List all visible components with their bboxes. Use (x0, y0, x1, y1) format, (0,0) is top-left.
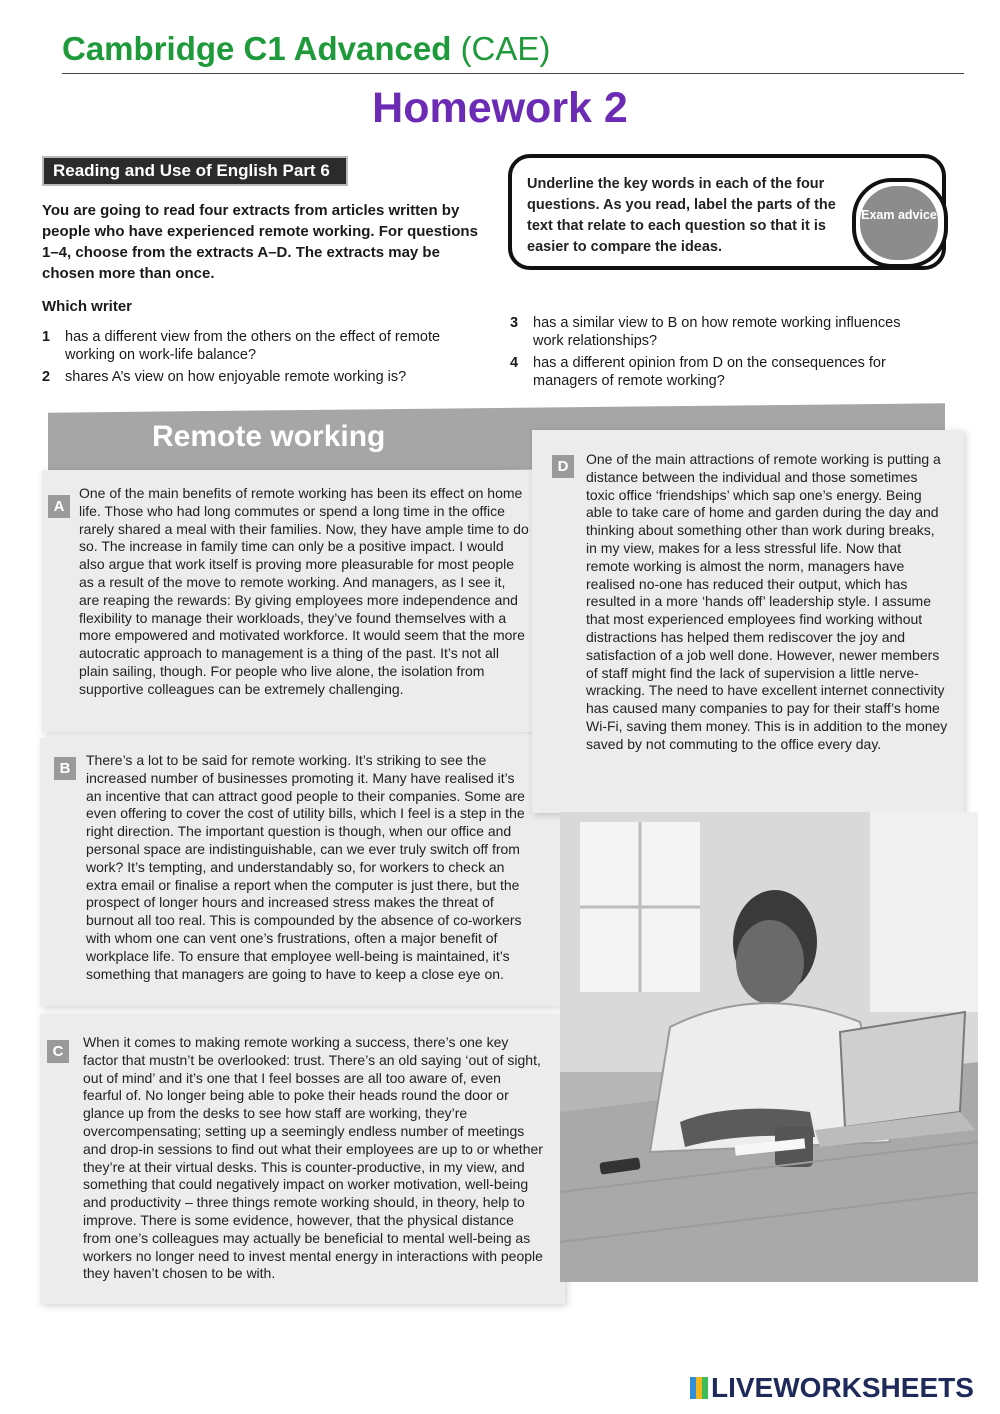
question-1 (42, 328, 462, 364)
question-3 (510, 314, 930, 350)
remote-worker-photo (560, 812, 978, 1282)
exam-advice-badge: Exam advice (860, 186, 938, 260)
course-title-tag: (CAE) (460, 30, 551, 67)
question-number: 3 (510, 315, 519, 331)
question-text: shares A’s view on how enjoyable remote working is? (65, 369, 407, 385)
question-2 (42, 368, 462, 386)
which-writer-label: Which writer (42, 298, 133, 315)
extract-d-letter: D (552, 455, 574, 478)
extract-a-letter: A (48, 495, 70, 518)
exam-advice-text: Underline the key words in each of the four questions. As you read, label the parts of the text that relate to each question so that it is easier to compare the ideas. (527, 176, 836, 255)
homework-title: Homework 2 (372, 84, 628, 132)
brand-icon (690, 1377, 708, 1399)
extract-c-text: When it comes to making remote working a success, there’s one key factor that mustn’t be overlooked: trust. There’s an old saying ‘out of sight, out of mind’ and it’s one that I feel bosses are all too aware of, even fearful of. No longer being able to poke their heads round the door or glance up from the desks to see how staff are working, they’re overcompensating; setting up a seemingly endless number of meetings and drop-in sessions to find out what their employees are up to or whether they’re at their virtual desks. This is counter-productive, in my view, and something that could negatively impact on worker motivation, well-being and productivity – three things remote working should, in theory, help to improve. There is some evidence, however, that the physical distance from one’s colleagues may actually be beneficial to mental well-being as workers no longer need to invest mental energy in interactions with people they haven’t chosen to be with. (83, 1034, 543, 1282)
course-title (62, 30, 550, 68)
extract-b-letter: B (54, 757, 76, 780)
question-text: has a similar view to B on how remote working influences work relationships? (533, 315, 901, 349)
question-text: has a different opinion from D on the consequences for managers of remote working? (533, 355, 886, 389)
part-label: Reading and Use of English Part 6 (42, 156, 348, 186)
header-divider (62, 73, 964, 74)
extract-b-text: There’s a lot to be said for remote working. It’s striking to see the increased number of businesses promoting it. Many have realised it’s an incentive that can attract good people to their companies. Some are even offering to cover the cost of utility bills, which I feel is a step in the right direction. The important question is though, when our office and personal space are indistinguishable, can we ever truly switch off from work? It’s tempting, and understandably so, for workers to check an extra email or finalise a report when the computer is just there, but the prospect of longer hours and increased stress makes the threat of burnout all too real. This is compounded by the absence of co-workers with whom one can vent one’s frustrations, often a major benefit of workplace life. To ensure that employee well-being is maintained, it’s something that managers are going to have to keep a close eye on. (86, 752, 525, 982)
task-instructions: You are going to read four extracts from articles written by people who have experienced remote working. For questions 1–4, choose from the extracts A–D. The extracts may be chosen more than once. (42, 202, 478, 282)
extract-d-text: One of the main attractions of remote working is putting a distance between the individual and those sometimes toxic office ‘friendships’ which sap one’s energy. Being able to take care of home and garden during the day and thinking about something other than work during breaks, in my view, makes for a less stressful life. Now that remote working is almost the norm, managers have realised no-one has reduced their output, which has resulted in a more ‘hands off’ leadership style. I assume that most experienced employees find working without distractions has helped them rediscover the joy and satisfaction of a job well done. However, newer members of staff might find the lack of supervision a little nerve-wracking. The need to have excellent internet connectivity has caused many companies to pay for their staff’s home Wi-Fi, saving them money. This is in addition to the money saved by not commuting to the office every day. (586, 451, 948, 752)
question-text: has a different view from the others on the effect of remote working on work-life balance? (65, 329, 441, 363)
brand-text: LIVEWORKSHEETS (711, 1372, 974, 1403)
question-number: 4 (510, 355, 519, 371)
question-4 (510, 354, 930, 390)
liveworksheets-logo (690, 1372, 974, 1404)
extract-c-letter: C (47, 1040, 69, 1063)
extract-a-text: One of the main benefits of remote working has been its effect on home life. Those who had long commutes or spend a long time in the office rarely shared a meal with their families. Now, they have ample time to do so. The increase in family time can only be a positive impact. I would also argue that work itself is proving more pleasurable for most people as a result of the move to remote working. And managers, as I see it, are reaping the rewards: By giving employees more independence and flexibility to manage their workloads, they’ve found themselves with a more empowered and motivated workforce. It would seem that the more autocratic approach to management is a thing of the past. It’s not all plain sailing, though. For people who live alone, the isolation from supportive colleagues can be extremely challenging. (79, 485, 529, 697)
question-number: 2 (42, 369, 51, 385)
question-number: 1 (42, 329, 51, 345)
course-title-main: Cambridge C1 Advanced (62, 30, 452, 67)
article-title: Remote working (152, 420, 386, 453)
